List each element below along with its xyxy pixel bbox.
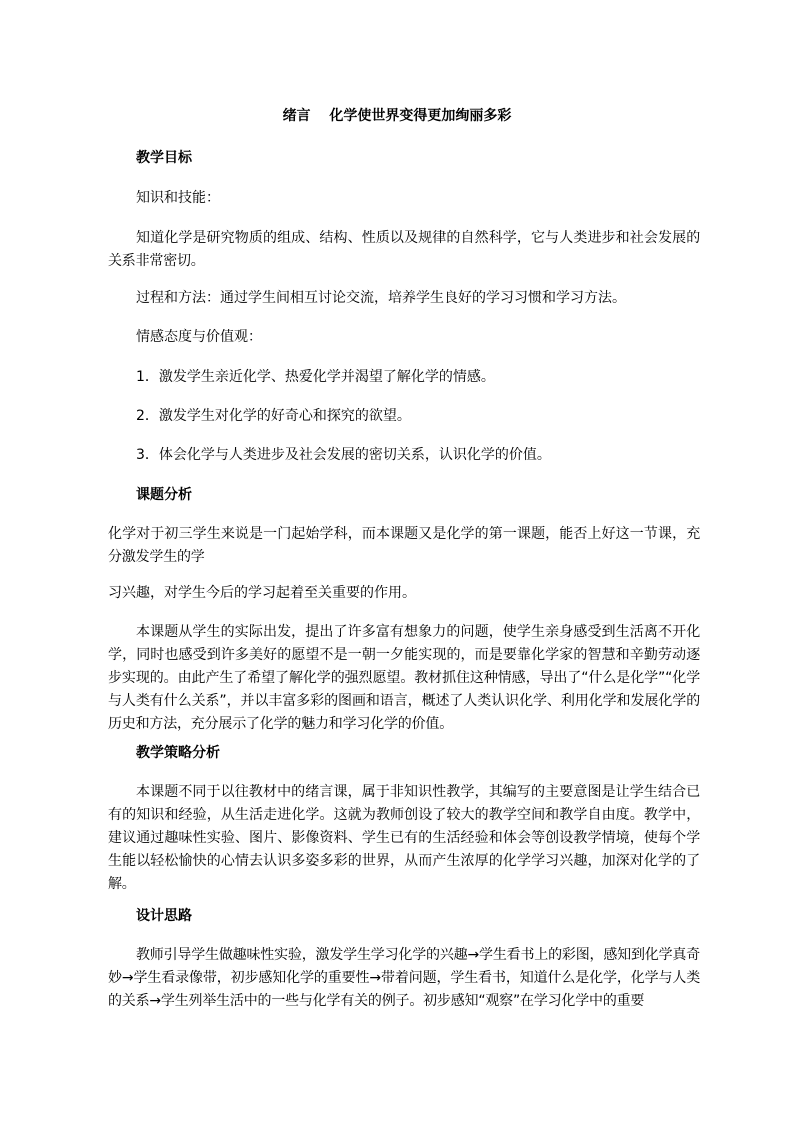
goal-item-2: 2．激发学生对化学的好奇心和探究的欲望。 <box>136 408 411 424</box>
analysis-paragraph-1: 化学对于初三学生来说是一门起始学科，而本课题又是化学的第一课题，能否上好这一节课，充分激发学生的学 <box>108 526 700 565</box>
section-heading-goals: 教学目标 <box>136 150 192 166</box>
analysis-paragraph-2: 习兴趣，对学生今后的学习起着至关重要的作用。 <box>108 585 416 601</box>
section-heading-design: 设计思路 <box>136 908 192 924</box>
page-title: 绪言 化学使世界变得更加绚丽多彩 <box>282 108 512 124</box>
design-paragraph: 教师引导学生做趣味性实验，激发学生学习化学的兴趣→学生看书上的彩图，感知到化学真奇妙→学生看录像带，初步感知化学的重要性→带着问题，学生看书，知道什么是化学，化学与人类的关系→学生列举生活中的一些与化学有关的例子。初步感知“观察”在学习化学中的重要 <box>108 947 700 1009</box>
knowledge-label: 知识和技能： <box>136 190 220 206</box>
analysis-paragraph-3: 本课题从学生的实际出发，提出了许多富有想象力的问题，使学生亲身感受到生活离不开化学，同时也感受到许多美好的愿望不是一朝一夕能实现的，而是要靠化学家的智慧和辛勤劳动逐步实现的。由此产生了希望了解化学的强烈愿望。教材抓住这种情感，导出了“什么是化学”“化学与人类有什么关系”，并以丰富多彩的图画和语言，概述了人类认识化学、利用化学和发展化学的历史和方法，充分展示了化学的魅力和学习化学的价值。 <box>108 624 700 732</box>
knowledge-paragraph: 知道化学是研究物质的组成、结构、性质以及规律的自然科学，它与人类进步和社会发展的关系非常密切。 <box>108 230 700 269</box>
section-heading-strategy: 教学策略分析 <box>136 745 220 761</box>
goal-item-1: 1．激发学生亲近化学、热爱化学并渴望了解化学的情感。 <box>136 369 495 385</box>
goal-item-3: 3．体会化学与人类进步及社会发展的密切关系，认识化学的价值。 <box>136 447 551 463</box>
process-paragraph: 过程和方法：通过学生间相互讨论交流，培养学生良好的学习习惯和学习方法。 <box>136 290 626 306</box>
strategy-paragraph: 本课题不同于以往教材中的绪言课，属于非知识性教学，其编写的主要意图是让学生结合已有的知识和经验，从生活走进化学。这就为教师创设了较大的教学空间和教学自由度。教学中，建议通过趣味性实验、图片、影像资料、学生已有的生活经验和体会等创设教学情境，使每个学生能以轻松愉快的心情去认识多姿多彩的世界，从而产生浓厚的化学学习兴趣，加深对化学的了解。 <box>108 784 700 892</box>
section-heading-analysis: 课题分析 <box>136 487 192 503</box>
emotion-label: 情感态度与价值观： <box>136 329 262 345</box>
